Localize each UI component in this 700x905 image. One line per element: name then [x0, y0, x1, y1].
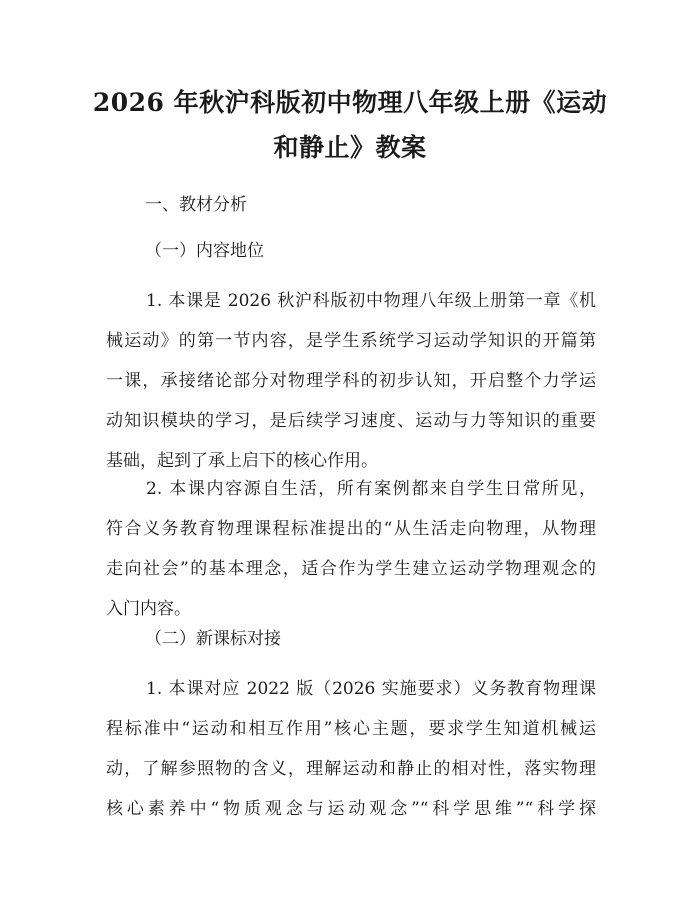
paragraph-line: 程标准中“运动和相互作用”核心主题，要求学生知道机械运: [106, 719, 596, 739]
subsection-heading-curriculum-standards: （二）新课标对接: [145, 629, 281, 649]
paragraph-curriculum-standards-1: [106, 678, 596, 838]
paragraph-line: 走向社会”的基本理念，适合作为学生建立运动学物理观念的: [106, 559, 596, 579]
paragraph-line: 械运动》的第一节内容，是学生系统学习运动学知识的开篇第: [106, 331, 596, 351]
paragraph-line: 1. 本课对应 2022 版（2026 实施要求）义务教育物理课: [146, 679, 596, 699]
paragraph-line: 1. 本课是 2026 秋沪科版初中物理八年级上册第一章《机: [146, 291, 596, 311]
paragraph-line: 动，了解参照物的含义，理解运动和静止的相对性，落实物理: [106, 759, 596, 779]
paragraph-line: 一课，承接绪论部分对物理学科的初步认知，开启整个力学运: [106, 371, 596, 391]
paragraph-content-position-1: [106, 290, 596, 490]
paragraph-line: 入门内容。: [106, 599, 191, 619]
paragraph-line: 动知识模块的学习，是后续学习速度、运动与力等知识的重要: [106, 411, 596, 431]
paragraph-line: 核心素养中“物质观念与运动观念”“科学思维”“科学探: [106, 799, 596, 819]
paragraph-line: 2. 本课内容源自生活，所有案例都来自学生日常所见，: [146, 479, 596, 499]
paragraph-content-position-2: [106, 478, 596, 638]
subsection-heading-content-position: （一）内容地位: [145, 241, 264, 261]
document-title-line-1: 2026 年秋沪科版初中物理八年级上册《运动: [92, 88, 608, 117]
paragraph-line: 符合义务教育物理课程标准提出的“从生活走向物理，从物理: [106, 519, 596, 539]
document-title-line-2: 和静止》教案: [273, 133, 427, 162]
section-heading-textbook-analysis: 一、教材分析: [145, 195, 247, 215]
paragraph-line: 基础，起到了承上启下的核心作用。: [106, 451, 378, 471]
